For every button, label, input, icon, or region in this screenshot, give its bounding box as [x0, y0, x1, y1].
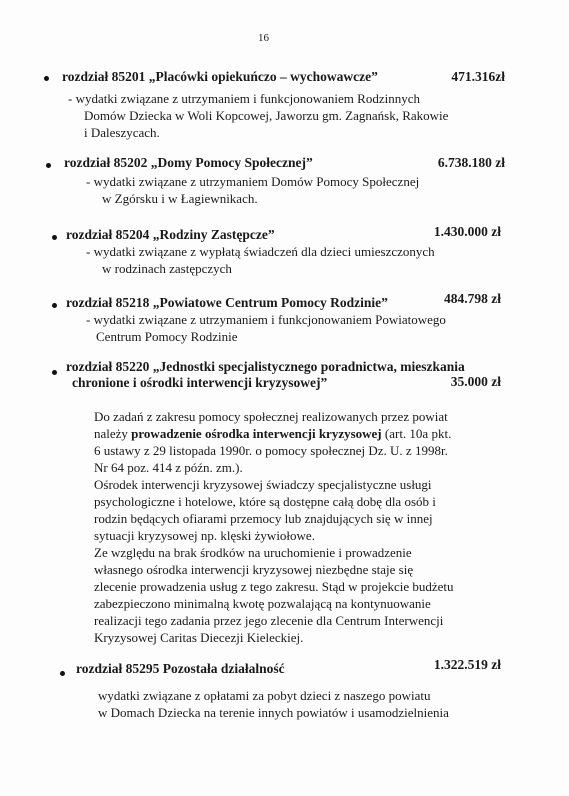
- section-heading: rozdział 85202 „Domy Pomocy Społecznej”: [64, 155, 313, 170]
- section-amount: 484.798 zł: [444, 291, 501, 306]
- description-line: w rodzinach zastępczych: [102, 261, 232, 276]
- bullet-icon: [52, 235, 57, 240]
- bullet-icon: [46, 163, 51, 168]
- section-amount: 35.000 zł: [450, 374, 501, 389]
- bullet-icon: [44, 76, 49, 81]
- description-line: w Domach Dziecka na terenie innych powiatów i usamodzielnienia: [98, 705, 449, 720]
- paragraph-line: sytuacji kryzysowej np. klęski żywiołowe.: [94, 528, 315, 543]
- bullet-icon: [60, 671, 65, 676]
- section-description: [98, 687, 449, 721]
- paragraph-line: Ośrodek interwencji kryzysowej świadczy specjalistyczne usługi: [94, 477, 432, 492]
- section-paragraph: [94, 408, 506, 646]
- paragraph-line: Nr 64 poz. 414 z późn. zm.).: [94, 460, 243, 475]
- section-amount: 471.316zł: [451, 69, 505, 84]
- section-heading: rozdział 85218 „Powiatowe Centrum Pomocy Rodzinie”: [66, 295, 388, 310]
- section-description: [68, 90, 448, 141]
- paragraph-line: 6 ustawy z 29 listopada 1990r. o pomocy społecznej Dz. U. z 1998r.: [94, 443, 448, 458]
- section-amount: 1.430.000 zł: [433, 224, 501, 239]
- section-heading: rozdział 85204 „Rodziny Zastępcze”: [66, 227, 275, 242]
- section-description: [86, 243, 435, 277]
- paragraph-line: [94, 425, 506, 442]
- paragraph-line: zabezpieczono minimalną kwotę pozwalającą na kontynuowanie: [94, 596, 431, 611]
- description-line: - wydatki związane z utrzymaniem i funkcjonowaniem Rodzinnych: [68, 91, 420, 106]
- description-line: - wydatki związane z utrzymaniem Domów Pomocy Społecznej: [86, 174, 420, 189]
- paragraph-line: zlecenie prowadzenia usług z tego zakresu. Stąd w projekcie budżetu: [94, 579, 454, 594]
- section-heading: rozdział 85220 „Jednostki specjalistycznego poradnictwa, mieszkania: [66, 359, 465, 374]
- section-heading-line2: chronione i ośrodki interwencji kryzysowej”: [72, 375, 328, 390]
- paragraph-text: (art. 10a pkt.: [381, 426, 452, 441]
- paragraph-emphasis: prowadzenie ośrodka interwencji kryzysowej: [131, 426, 382, 441]
- paragraph-line: Kryzysowej Caritas Diecezji Kieleckiej.: [94, 630, 304, 645]
- paragraph-line: rodzin będących ofiarami przemocy lub znajdujących się w innej: [94, 511, 433, 526]
- paragraph-line: własnego ośrodka interwencji kryzysowej niezbędne staje się: [94, 562, 414, 577]
- paragraph-line: psychologiczne i hotelowe, które są dostępne całą dobę dla osób i: [94, 494, 436, 509]
- description-line: i Daleszycach.: [84, 125, 160, 140]
- description-line: Centrum Pomocy Rodzinie: [96, 329, 238, 344]
- section-heading: rozdział 85295 Pozostała działalność: [76, 661, 285, 676]
- description-line: w Zgórsku i w Łagiewnikach.: [102, 191, 258, 206]
- paragraph-text: należy: [94, 426, 132, 441]
- section-amount: 1.322.519 zł: [433, 657, 501, 672]
- section-amount: 6.738.180 zł: [437, 155, 505, 170]
- section-description: [86, 311, 446, 345]
- paragraph-line: realizacji tego zadania przez jego zlecenie dla Centrum Interwencji: [94, 613, 444, 628]
- description-line: - wydatki związane z wypłatą świadczeń dla dzieci umieszczonych: [86, 244, 435, 259]
- description-line: wydatki związane z opłatami za pobyt dzieci z naszego powiatu: [98, 688, 431, 703]
- description-line: Domów Dziecka w Woli Kopcowej, Jaworzu gm. Zagnańsk, Rakowie: [84, 108, 449, 123]
- bullet-icon: [52, 370, 57, 375]
- paragraph-line: Ze względu na brak środków na uruchomienie i prowadzenie: [94, 545, 412, 560]
- bullet-icon: [52, 303, 57, 308]
- description-line: - wydatki związane z utrzymaniem i funkcjonowaniem Powiatowego: [86, 312, 446, 327]
- paragraph-line: Do zadań z zakresu pomocy społecznej realizowanych przez powiat: [94, 409, 448, 424]
- section-heading: rozdział 85201 „Placówki opiekuńczo – wychowawcze”: [62, 69, 378, 84]
- page-number: 16: [258, 32, 269, 44]
- section-description: [86, 173, 419, 207]
